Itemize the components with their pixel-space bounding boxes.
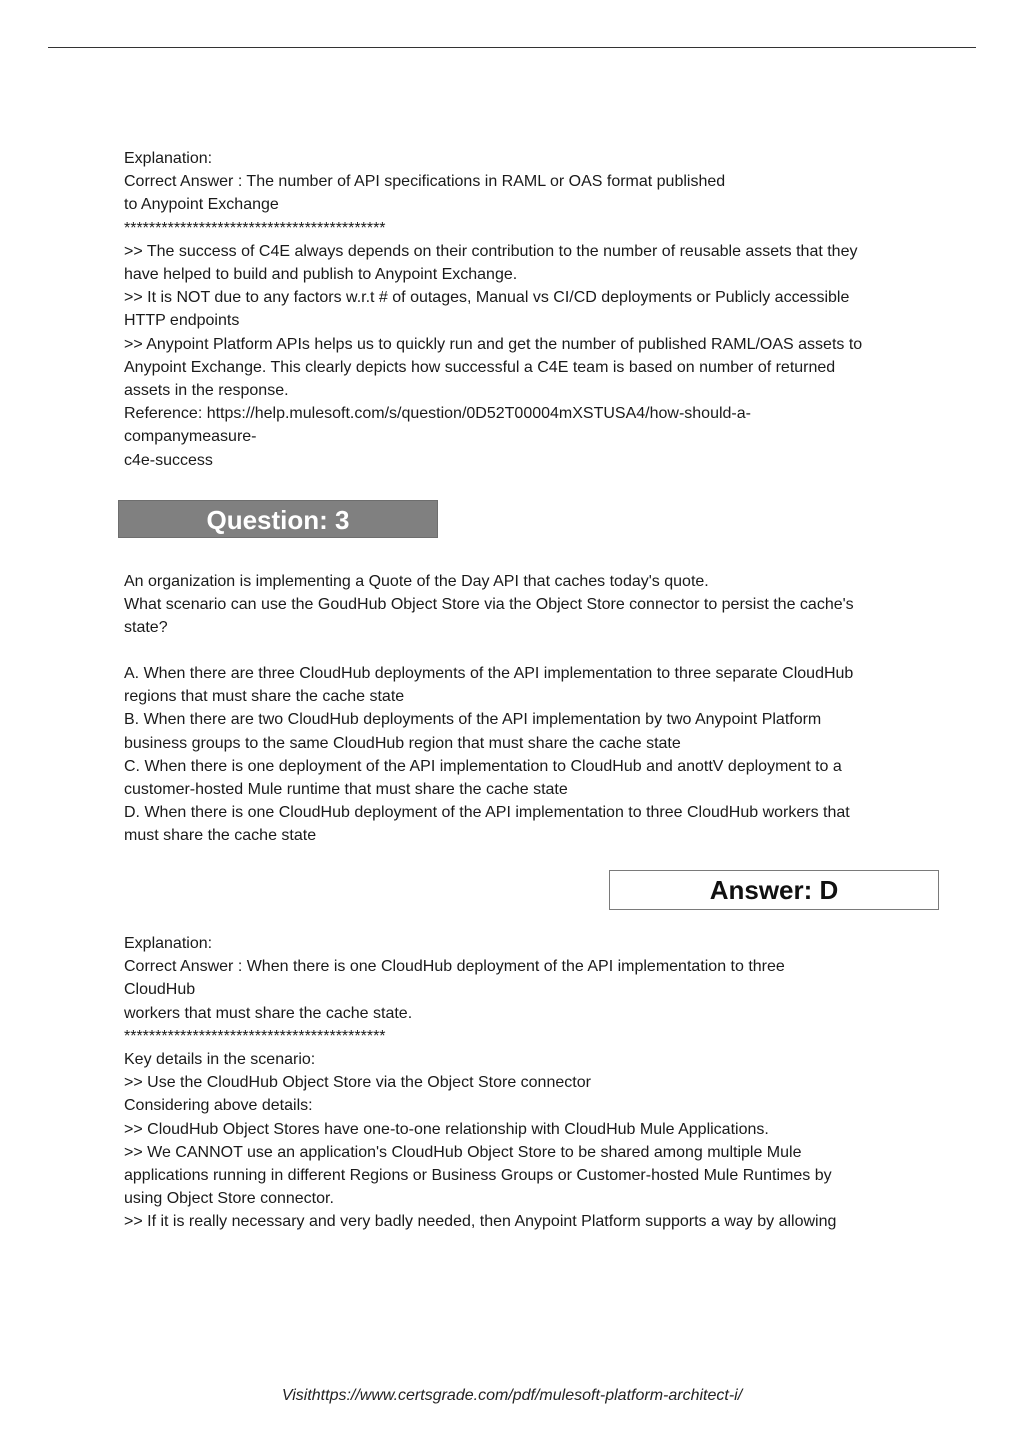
text-line: have helped to build and publish to Anypoint Exchange. bbox=[124, 266, 518, 284]
text-line: Anypoint Exchange. This clearly depicts how successful a C4E team is based on number of returned bbox=[124, 358, 836, 376]
text-line: to Anypoint Exchange bbox=[124, 196, 279, 214]
text-line: Explanation: bbox=[124, 935, 213, 952]
text-line: Correct Answer : The number of API specifications in RAML or OAS format published bbox=[124, 173, 726, 191]
question-text bbox=[124, 570, 924, 640]
text-line: Explanation: bbox=[124, 150, 213, 167]
text-line: assets in the response. bbox=[124, 382, 289, 400]
answer-box bbox=[609, 870, 939, 910]
text-line: HTTP endpoints bbox=[124, 312, 240, 330]
question-line: An organization is implementing a Quote of the Day API that caches today's quote. bbox=[124, 573, 709, 590]
text-line: >> Use the CloudHub Object Store via the Object Store connector bbox=[124, 1074, 591, 1092]
text-line: using Object Store connector. bbox=[124, 1190, 334, 1208]
reference-line: Reference: https://help.mulesoft.com/s/question/0D52T00004mXSTUSA4/how-should-a- bbox=[124, 405, 751, 423]
explanation-2 bbox=[124, 932, 924, 1234]
question-line: What scenario can use the GoudHub Object Store via the Object Store connector to persist the cache's bbox=[124, 596, 854, 614]
option-a: A. When there are three CloudHub deployments of the API implementation to three separate CloudHub bbox=[124, 665, 854, 682]
text-line: >> CloudHub Object Stores have one-to-one relationship with CloudHub Mule Applications. bbox=[124, 1120, 769, 1138]
text-line: CloudHub bbox=[124, 981, 196, 999]
text-line: >> Anypoint Platform APIs helps us to quickly run and get the number of published RAML/OAS assets to bbox=[124, 335, 863, 353]
question-line: state? bbox=[124, 619, 168, 637]
text-line: >> If it is really necessary and very badly needed, then Anypoint Platform supports a way by allowing bbox=[124, 1213, 837, 1231]
separator-line: ****************************************** bbox=[124, 1027, 386, 1045]
footer-link[interactable] bbox=[0, 1387, 1024, 1405]
header-rule bbox=[48, 47, 976, 48]
option-b-cont: business groups to the same CloudHub region that must share the cache state bbox=[124, 734, 681, 752]
question-banner bbox=[118, 500, 438, 538]
option-b: B. When there are two CloudHub deployments of the API implementation by two Anypoint Platform bbox=[124, 711, 822, 729]
text-line: >> It is NOT due to any factors w.r.t # of outages, Manual vs CI/CD deployments or Publicly accessible bbox=[124, 289, 850, 307]
option-a-cont: regions that must share the cache state bbox=[124, 688, 405, 706]
text-line: Considering above details: bbox=[124, 1097, 313, 1115]
answer-options bbox=[124, 662, 924, 848]
text-line: >> We CANNOT use an application's CloudHub Object Store to be shared among multiple Mule bbox=[124, 1143, 802, 1161]
option-c: C. When there is one deployment of the API implementation to CloudHub and anottV deployment to a bbox=[124, 757, 842, 775]
text-line: Correct Answer : When there is one CloudHub deployment of the API implementation to three bbox=[124, 958, 785, 976]
option-d: D. When there is one CloudHub deployment of the API implementation to three CloudHub workers that bbox=[124, 804, 850, 822]
explanation-1 bbox=[124, 147, 924, 472]
text-line: Key details in the scenario: bbox=[124, 1051, 316, 1069]
footer-text[interactable]: Visithttps://www.certsgrade.com/pdf/mulesoft-platform-architect-i/ bbox=[281, 1387, 743, 1404]
text-line: workers that must share the cache state. bbox=[124, 1004, 413, 1022]
reference-line: c4e-success bbox=[124, 451, 213, 469]
text-line: >> The success of C4E always depends on their contribution to the number of reusable assets that they bbox=[124, 242, 858, 260]
option-d-cont: must share the cache state bbox=[124, 827, 317, 845]
question-label: Question: 3 bbox=[206, 505, 350, 535]
option-c-cont: customer-hosted Mule runtime that must share the cache state bbox=[124, 781, 568, 799]
answer-label: Answer: D bbox=[709, 875, 839, 905]
text-line: applications running in different Regions or Business Groups or Customer-hosted Mule Runtimes by bbox=[124, 1167, 832, 1185]
separator-line: ****************************************** bbox=[124, 219, 386, 237]
reference-line: companymeasure- bbox=[124, 428, 257, 446]
